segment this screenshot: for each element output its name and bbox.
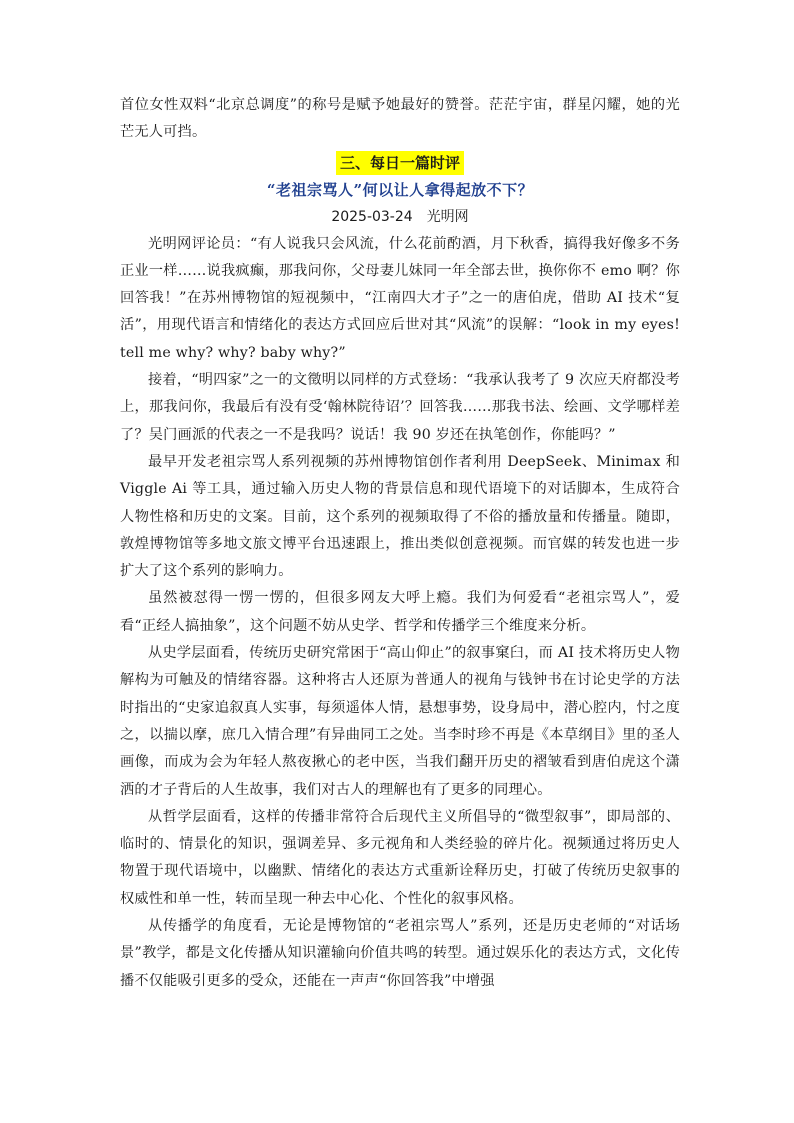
article-paragraph: 从传播学的角度看，无论是博物馆的“老祖宗骂人”系列，还是历史老师的“对话场景”教学，都是文化传播从知识灌输向价值共鸣的转型。通过娱乐化的表达方式，文化传播不仅能吸引更多的受众，还能在一声声“你回答我”中增强: [120, 918, 680, 989]
article-paragraph: 光明网评论员：“有人说我只会风流，什么花前酌酒，月下秋香，搞得我好像多不务正业一样……说我疯癫，那我问你，父母妻儿妹同一年全部去世，换你你不 emo 啊？你回答我！”在苏州博物馆的短视频中，“江南四大才子”之一的唐伯虎，借助 AI 技术“复活”，用现代语言和情绪化的表达方式回应后世对其“风流”的误解：“look in my eyes! tell me why? why? baby why?”: [120, 235, 680, 361]
article-paragraph: 从史学层面看，传统历史研究常困于“高山仰止”的叙事窠臼，而 AI 技术将历史人物解构为可触及的情绪容器。这种将古人还原为普通人的视角与钱钟书在讨论史学的方法时指出的“史家追叙真人实事，每须遥体人情，悬想事势，设身局中，潜心腔内，忖之度之，以揣以摩，庶几入情合理”有异曲同工之处。当李时珍不再是《本草纲目》里的圣人画像，而成为会为年轻人熬夜揪心的老中医，当我们翻开历史的褶皱看到唐伯虎这个潇洒的才子背后的人生故事，我们对古人的理解也有了更多的同理心。: [120, 645, 680, 798]
section-heading: 三、每日一篇时评: [336, 151, 464, 175]
intro-paragraph: 首位女性双料“北京总调度”的称号是赋予她最好的赞誉。茫茫宇宙，群星闪耀，她的光芒无人可挡。: [120, 97, 680, 141]
article-paragraph: 最早开发老祖宗骂人系列视频的苏州博物馆创作者利用 DeepSeek、Minimax 和 Viggle Ai 等工具，通过输入历史人物的背景信息和现代语境下的对话脚本，生成符合人物性格和历史的文案。目前，这个系列的视频取得了不俗的播放量和传播量。随即，敦煌博物馆等多地文旅文博平台迅速跟上，推出类似创意视频。而官媒的转发也进一步扩大了这个系列的影响力。: [120, 453, 680, 580]
article-source: 光明网: [426, 208, 469, 225]
article-paragraph: 虽然被怼得一愣一愣的，但很多网友大呼上瘾。我们为何爱看“老祖宗骂人”，爱看“正经人搞抽象”，这个问题不妨从史学、哲学和传播学三个维度来分析。: [120, 590, 680, 634]
article-date: 2025-03-24: [331, 208, 413, 225]
article-title: “老祖宗骂人”何以让人拿得起放不下？: [266, 180, 534, 199]
article-paragraph: 从哲学层面看，这样的传播非常符合后现代主义所倡导的“微型叙事”，即局部的、临时的、情景化的知识，强调差异、多元视角和人类经验的碎片化。视频通过将历史人物置于现代语境中，以幽默、情绪化的表达方式重新诠释历史，打破了传统历史叙事的权威性和单一性，转而呈现一种去中心化、个性化的叙事风格。: [120, 808, 680, 907]
document-page: [120, 92, 680, 995]
article-meta: [120, 204, 680, 231]
section-heading-row: [120, 149, 680, 177]
article-paragraph: 接着，“明四家”之一的文徵明以同样的方式登场：“我承认我考了 9 次应天府都没考上，那我问你，我最后有没有受‘翰林院待诏’？回答我……那我书法、绘画、文学哪样差了？吴门画派的代表之一不是我吗？说话！我 90 岁还在执笔创作，你能吗？”: [120, 372, 680, 443]
